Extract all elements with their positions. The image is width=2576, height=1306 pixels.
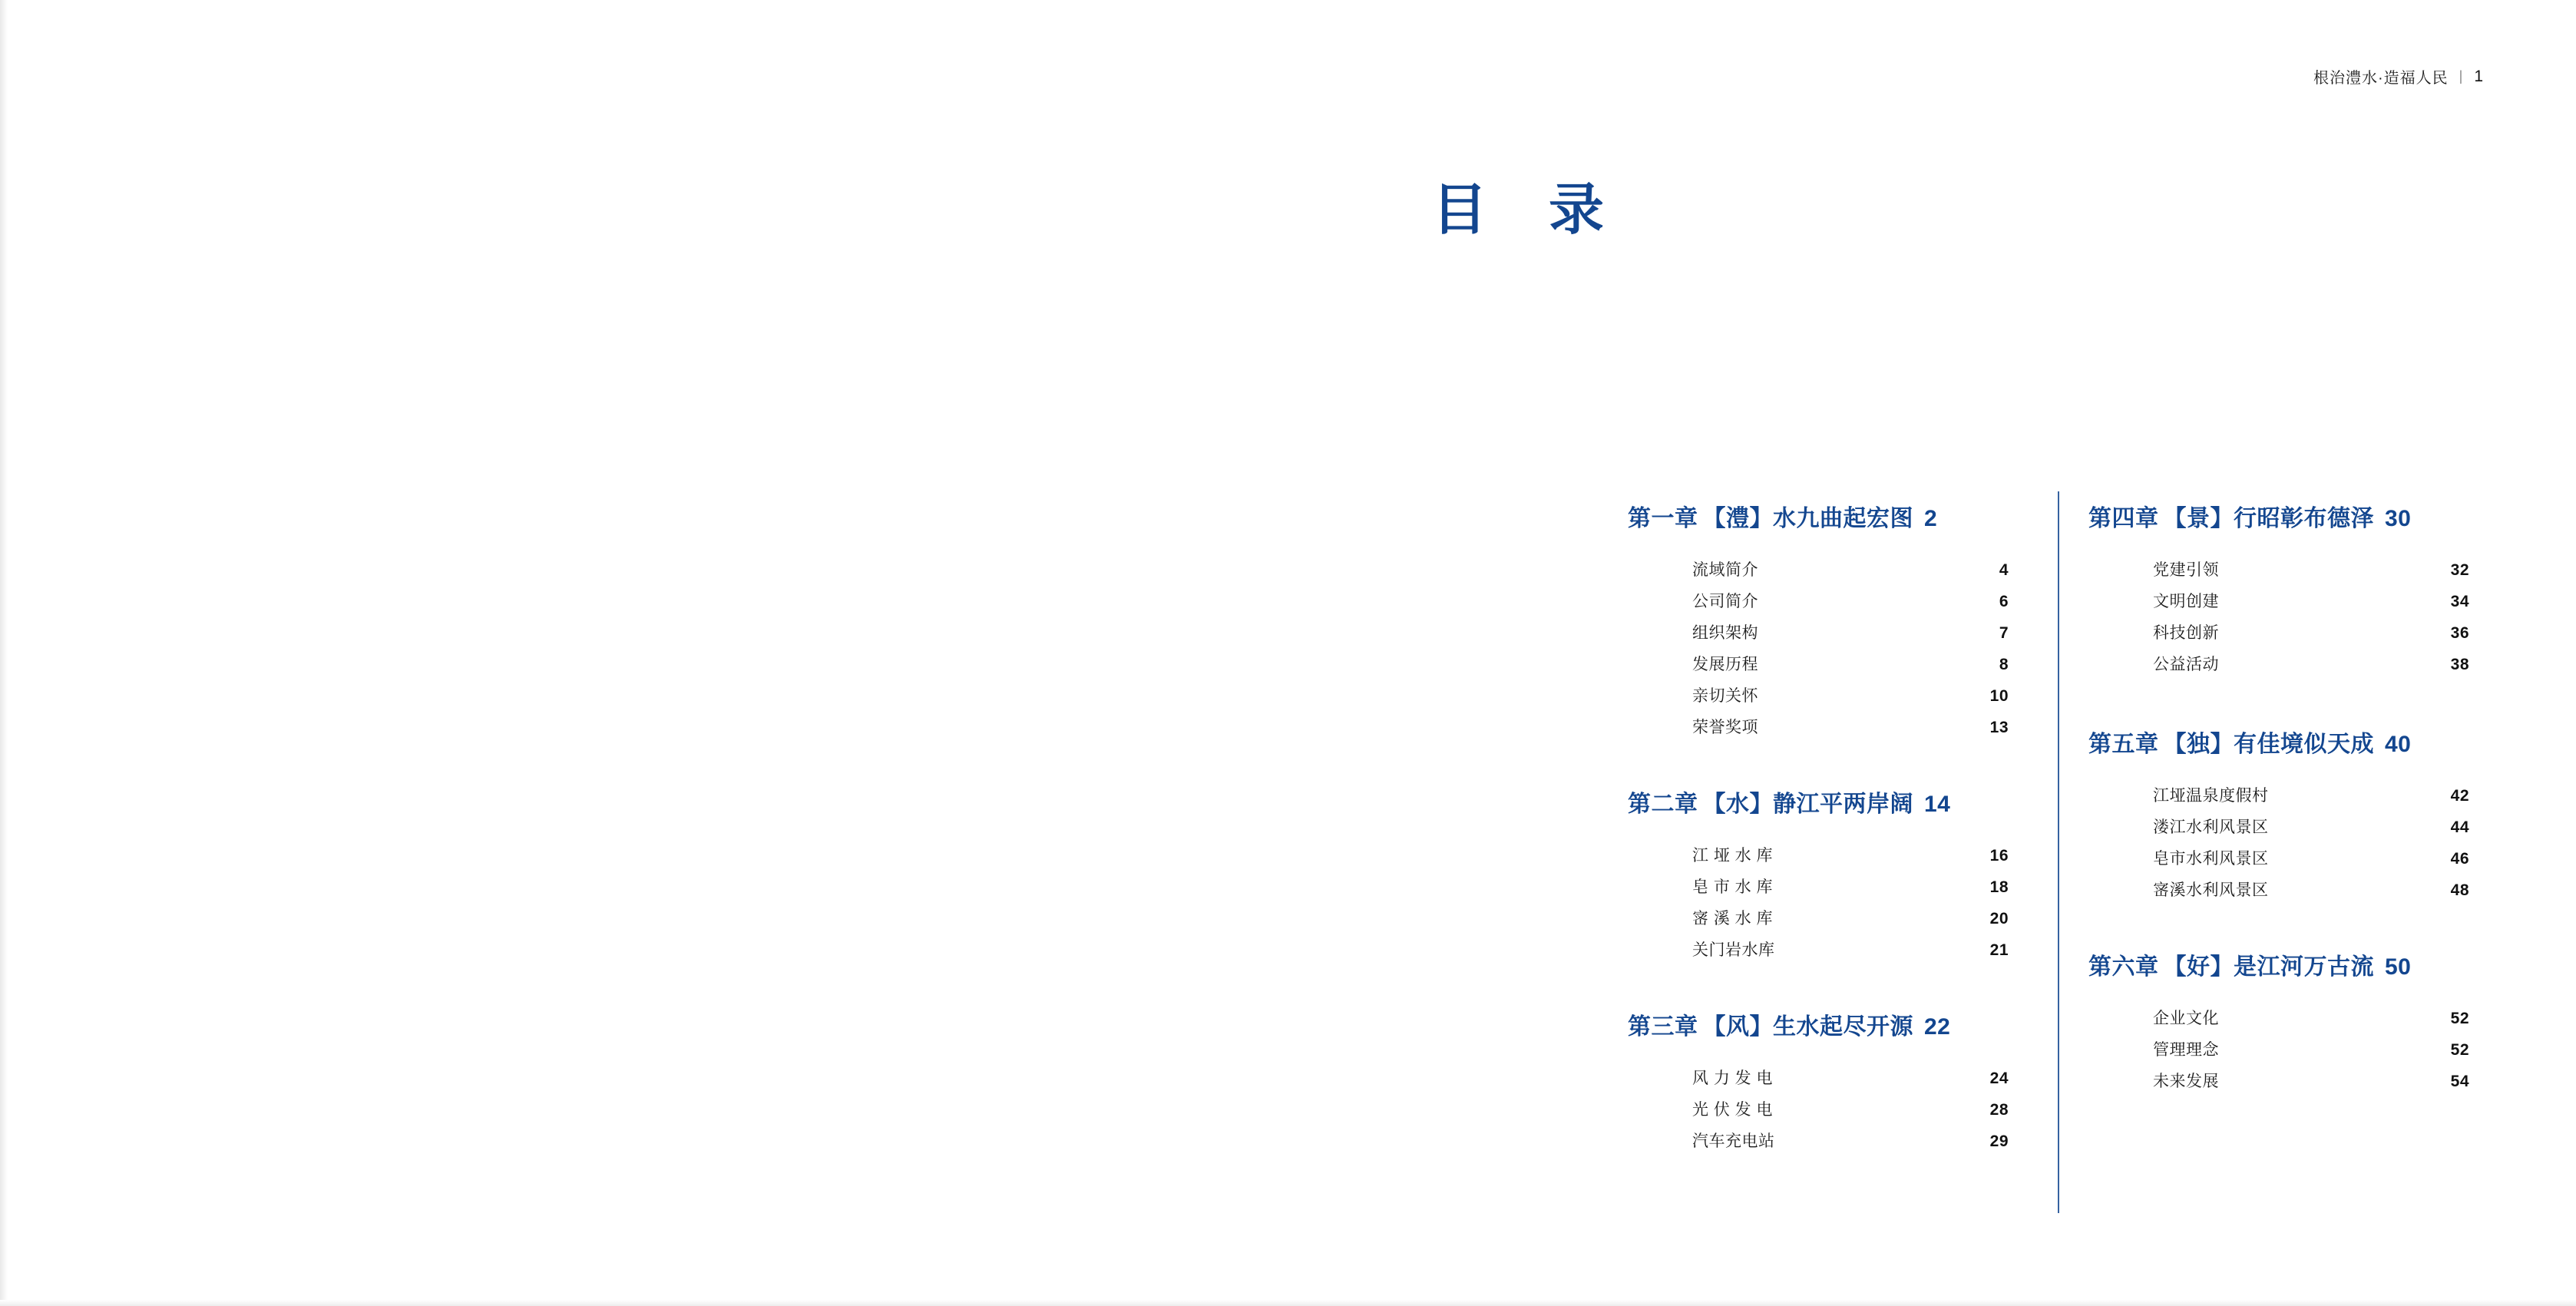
- list-item[interactable]: [1692, 553, 2009, 584]
- list-item[interactable]: [1692, 710, 2009, 742]
- chapter-page: 30: [2385, 506, 2412, 531]
- toc-item-label: 管理理念: [2153, 1040, 2219, 1059]
- toc-item-label: 文明创建: [2153, 592, 2219, 610]
- toc-item-label: 企业文化: [2153, 1009, 2219, 1027]
- toc-item-page: 52: [2450, 1009, 2469, 1027]
- toc-item-page: 16: [1989, 846, 2009, 865]
- toc-chapter: [2088, 947, 2472, 1096]
- list-item[interactable]: [1692, 584, 2009, 616]
- toc-item-label: 江 垭 水 库: [1692, 846, 1774, 865]
- chapter-name: 【风】生水起尽开源: [1702, 1014, 1913, 1040]
- chapter-name: 【水】静江平两岸阔: [1702, 792, 1913, 817]
- toc-chapter-heading[interactable]: [2088, 499, 2472, 533]
- list-item[interactable]: [1692, 1061, 2009, 1093]
- list-item[interactable]: [1692, 870, 2009, 901]
- list-item[interactable]: [2153, 873, 2469, 904]
- page-number: 1: [2474, 67, 2484, 85]
- toc-item-page: 13: [1989, 718, 2009, 736]
- toc-chapter: [1628, 499, 2012, 742]
- list-item[interactable]: [1692, 901, 2009, 933]
- toc-item-label: 党建引领: [2153, 560, 2219, 579]
- list-item[interactable]: [1692, 616, 2009, 647]
- toc-chapter: [1628, 1007, 2012, 1156]
- toc-item-page: 36: [2450, 623, 2469, 642]
- chapter-page: 2: [1924, 506, 1938, 531]
- chapter-page: 22: [1924, 1014, 1951, 1040]
- list-item[interactable]: [1692, 679, 2009, 710]
- chapter-number: 第二章: [1628, 792, 1698, 817]
- toc-item-label: 关门岩水库: [1692, 941, 1775, 959]
- chapter-number: 第一章: [1628, 506, 1698, 531]
- chapter-page: 50: [2385, 954, 2412, 980]
- toc-item-label: 溇江水利风景区: [2153, 818, 2269, 836]
- toc-item-page: 7: [1999, 623, 2009, 642]
- chapter-number: 第六章: [2088, 954, 2159, 980]
- toc-item-label: 流域简介: [1692, 560, 1758, 579]
- toc-item-page: 44: [2450, 818, 2469, 836]
- list-item[interactable]: [2153, 1033, 2469, 1064]
- toc-item-label: 公益活动: [2153, 655, 2219, 673]
- table-of-contents: [1628, 499, 2488, 1156]
- toc-chapter-heading[interactable]: [2088, 947, 2472, 981]
- list-item[interactable]: [1692, 933, 2009, 964]
- toc-chapter: [2088, 499, 2472, 679]
- toc-item-list: [1628, 838, 2012, 964]
- page-bottom-edge-shadow: [0, 1300, 2576, 1306]
- toc-item-label: 发展历程: [1692, 655, 1758, 673]
- toc-item-label: 宻 溪 水 库: [1692, 909, 1774, 927]
- list-item[interactable]: [2153, 553, 2469, 584]
- chapter-page: 40: [2385, 732, 2412, 757]
- running-header-separator: |: [2459, 68, 2464, 84]
- list-item[interactable]: [1692, 1124, 2009, 1156]
- toc-item-page: 4: [1999, 560, 2009, 579]
- toc-chapter-heading[interactable]: [1628, 785, 2012, 818]
- toc-item-label: 组织架构: [1692, 623, 1758, 642]
- toc-item-page: 24: [1989, 1069, 2009, 1087]
- toc-item-label: 科技创新: [2153, 623, 2219, 642]
- chapter-number: 第五章: [2088, 732, 2159, 757]
- running-header-text: 根治澧水·造福人民: [2313, 70, 2449, 87]
- toc-item-page: 32: [2450, 560, 2469, 579]
- page-title: 目 录: [1432, 180, 1628, 241]
- list-item[interactable]: [2153, 647, 2469, 679]
- toc-item-label: 未来发展: [2153, 1072, 2219, 1090]
- list-item[interactable]: [1692, 1093, 2009, 1124]
- chapter-name: 【独】有佳境似天成: [2163, 732, 2374, 757]
- running-header: [2313, 65, 2484, 88]
- toc-item-page: 8: [1999, 655, 2009, 673]
- list-item[interactable]: [2153, 1001, 2469, 1033]
- toc-item-label: 汽车充电站: [1692, 1132, 1775, 1150]
- toc-item-page: 42: [2450, 786, 2469, 805]
- list-item[interactable]: [2153, 779, 2469, 810]
- list-item[interactable]: [1692, 838, 2009, 870]
- toc-item-page: 6: [1999, 592, 2009, 610]
- toc-chapter-heading[interactable]: [1628, 1007, 2012, 1041]
- chapter-number: 第四章: [2088, 506, 2159, 531]
- toc-column-right: [2042, 499, 2472, 1156]
- chapter-name: 【好】是江河万古流: [2163, 954, 2374, 980]
- toc-item-list: [1628, 553, 2012, 742]
- list-item[interactable]: [2153, 616, 2469, 647]
- list-item[interactable]: [2153, 584, 2469, 616]
- toc-item-page: 18: [1989, 878, 2009, 896]
- toc-item-label: 江垭温泉度假村: [2153, 786, 2269, 805]
- list-item[interactable]: [1692, 647, 2009, 679]
- toc-item-page: 21: [1989, 941, 2009, 959]
- toc-chapter-heading[interactable]: [1628, 499, 2012, 533]
- toc-item-list: [2088, 1001, 2472, 1096]
- toc-item-page: 20: [1989, 909, 2009, 927]
- list-item[interactable]: [2153, 841, 2469, 873]
- chapter-name: 【景】行昭彰布德泽: [2163, 506, 2374, 531]
- toc-item-label: 皂市水利风景区: [2153, 849, 2269, 868]
- toc-item-label: 亲切关怀: [1692, 686, 1758, 705]
- toc-item-label: 公司简介: [1692, 592, 1758, 610]
- list-item[interactable]: [2153, 810, 2469, 841]
- toc-item-page: 48: [2450, 881, 2469, 899]
- toc-chapter: [2088, 725, 2472, 904]
- toc-item-page: 52: [2450, 1040, 2469, 1059]
- toc-item-label: 光 伏 发 电: [1692, 1100, 1774, 1119]
- toc-item-list: [2088, 553, 2472, 679]
- toc-item-label: 宻溪水利风景区: [2153, 881, 2269, 899]
- toc-item-page: 54: [2450, 1072, 2469, 1090]
- toc-item-page: 46: [2450, 849, 2469, 868]
- chapter-name: 【澧】水九曲起宏图: [1702, 506, 1913, 531]
- page-left-edge-shadow: [0, 0, 8, 1306]
- toc-item-page: 29: [1989, 1132, 2009, 1150]
- toc-item-page: 28: [1989, 1100, 2009, 1119]
- toc-item-list: [1628, 1061, 2012, 1156]
- toc-chapter-heading[interactable]: [2088, 725, 2472, 759]
- toc-item-label: 荣誉奖项: [1692, 718, 1758, 736]
- toc-item-page: 10: [1989, 686, 2009, 705]
- toc-item-list: [2088, 779, 2472, 904]
- chapter-number: 第三章: [1628, 1014, 1698, 1040]
- toc-item-label: 风 力 发 电: [1692, 1069, 1774, 1087]
- toc-item-label: 皂 市 水 库: [1692, 878, 1774, 896]
- toc-column-left: [1628, 499, 2042, 1156]
- chapter-page: 14: [1924, 792, 1951, 817]
- toc-item-page: 38: [2450, 655, 2469, 673]
- toc-item-page: 34: [2450, 592, 2469, 610]
- list-item[interactable]: [2153, 1064, 2469, 1096]
- toc-chapter: [1628, 785, 2012, 964]
